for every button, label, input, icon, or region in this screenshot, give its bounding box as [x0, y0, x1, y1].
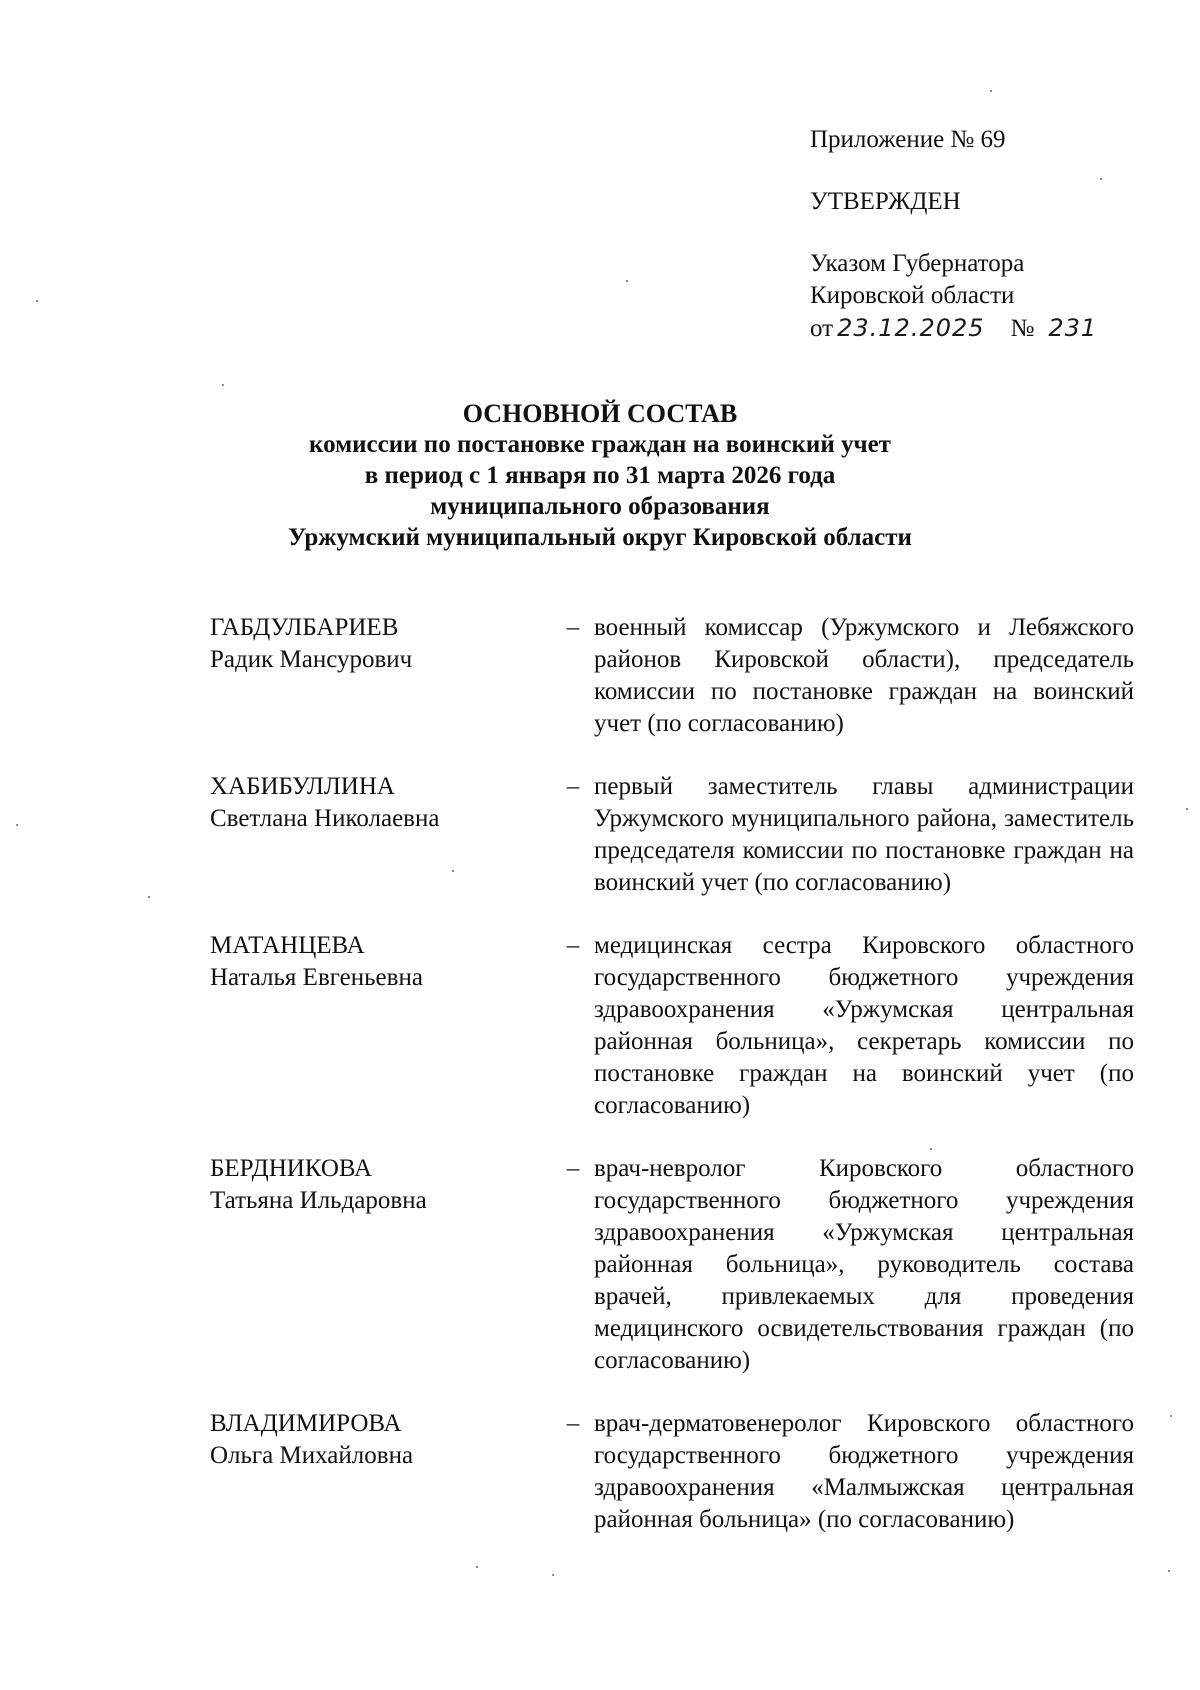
- scan-speck: [452, 870, 454, 872]
- member-name: [210, 612, 550, 740]
- scan-speck: [1100, 178, 1102, 180]
- member-surname: ВЛАДИМИРОВА: [210, 1410, 402, 1437]
- separator-dash: –: [566, 1155, 580, 1182]
- handwritten-number: 231: [1048, 314, 1098, 342]
- decree-date-number: [810, 312, 1097, 345]
- member-surname: МАТАНЦЕВА: [210, 932, 365, 959]
- member-role: врач-невролог Кировского областного государственного бюджетного учреждения здравоохранения «Уржумская центральная районная больница», руководитель состава врачей, привлекаемых для проведения медицинского освидетельствования граждан (по согласованию): [594, 1155, 1134, 1374]
- decree-issuer-line2: Кировской области: [810, 282, 1015, 309]
- scan-speck: [36, 300, 38, 302]
- member-role: военный комиссар (Уржумского и Лебяжского районов Кировской области), председатель комиссии по постановке граждан на воинский учет (по согласованию): [594, 614, 1134, 737]
- member-given-names: Радик Мансурович: [210, 646, 413, 673]
- scan-speck: [148, 896, 150, 898]
- separator-dash: –: [566, 1410, 580, 1437]
- scan-speck: [552, 1574, 554, 1576]
- number-prefix: №: [1010, 315, 1035, 342]
- member-surname: БЕРДНИКОВА: [210, 1155, 373, 1182]
- member-name: [210, 1153, 550, 1377]
- member-given-names: Наталья Евгеньевна: [210, 964, 423, 991]
- separator-dash: –: [566, 932, 580, 959]
- document-title: [0, 398, 1200, 553]
- member-role: врач-дерматовенеролог Кировского областного государственного бюджетного учреждения здравоохранения «Малмыжская центральная районная больница» (по согласованию): [594, 1410, 1134, 1533]
- member-role: медицинская сестра Кировского областного государственного бюджетного учреждения здравоохранения «Уржумская центральная районная больница», секретарь комиссии по постановке граждан на воинский учет (по согласованию): [594, 932, 1134, 1119]
- scan-speck: [1186, 808, 1188, 810]
- members-list: [210, 612, 1140, 1567]
- title-line-4: Уржумский муниципальный округ Кировской области: [288, 524, 912, 551]
- appendix-number: Приложение № 69: [810, 126, 1006, 153]
- member-name: [210, 930, 550, 1122]
- scan-speck: [476, 1566, 478, 1568]
- member-role: первый заместитель главы администрации Уржумского муниципального района, заместитель председателя комиссии по постановке граждан на воинский учет (по согласованию): [594, 773, 1134, 896]
- scan-speck: [16, 824, 18, 826]
- member-name: [210, 1408, 550, 1536]
- handwritten-date: 23.12.2025: [837, 314, 985, 342]
- member-entry: [210, 1408, 1140, 1536]
- scan-speck: [930, 1148, 932, 1150]
- member-surname: ХАБИБУЛЛИНА: [210, 773, 395, 800]
- scan-speck: [222, 384, 224, 386]
- member-entry: [210, 1153, 1140, 1377]
- member-name: [210, 771, 550, 899]
- member-given-names: Татьяна Ильдаровна: [210, 1187, 427, 1214]
- member-given-names: Ольга Михайловна: [210, 1442, 414, 1469]
- member-entry: [210, 930, 1140, 1122]
- separator-dash: –: [566, 773, 580, 800]
- approved-stamp-text: УТВЕРЖДЕН: [810, 188, 961, 215]
- member-entry: [210, 612, 1140, 740]
- title-main: ОСНОВНОЙ СОСТАВ: [462, 399, 738, 428]
- scan-speck: [990, 90, 992, 92]
- decree-issuer-line1: Указом Губернатора: [810, 250, 1025, 277]
- title-line-1: комиссии по постановке граждан на воинский учет: [309, 431, 891, 458]
- approval-block: [810, 124, 1097, 345]
- separator-dash: –: [566, 614, 580, 641]
- date-prefix: от: [810, 315, 834, 342]
- title-line-2: в период с 1 января по 31 марта 2026 года: [364, 462, 836, 489]
- scan-speck: [626, 280, 628, 282]
- member-given-names: Светлана Николаевна: [210, 805, 440, 832]
- title-line-3: муниципального образования: [430, 493, 770, 520]
- scan-speck: [1168, 1570, 1170, 1572]
- member-entry: [210, 771, 1140, 899]
- member-surname: ГАБДУЛБАРИЕВ: [210, 614, 399, 641]
- scan-speck: [1170, 1415, 1172, 1417]
